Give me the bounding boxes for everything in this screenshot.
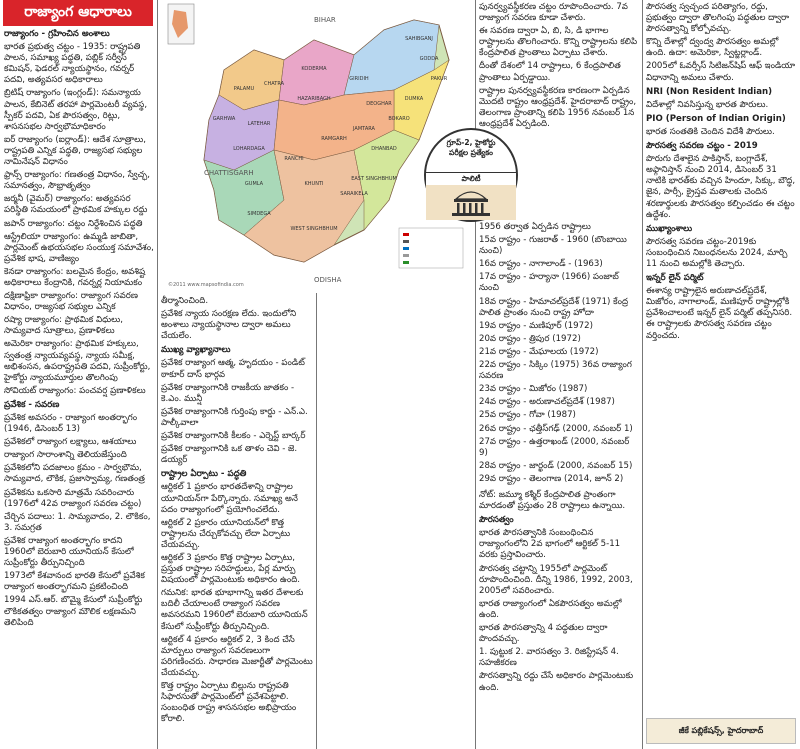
paragraph: జర్మనీ (వైమర్) రాజ్యాంగం: అత్యవసర పరిస్థితి సమయంలో ప్రాథమిక హక్కుల రద్దు bbox=[4, 194, 148, 216]
column-3 bbox=[479, 2, 639, 129]
district-label: CHATRA bbox=[263, 81, 285, 87]
paragraph: భారత రాజ్యాంగంలో ఏకపౌరసత్వం అమల్లో ఉంది. bbox=[479, 598, 622, 620]
state-formation-list bbox=[479, 222, 639, 488]
paragraph: 16వ రాష్ట్రం - నాగాలాండ్ - (1963) bbox=[479, 259, 603, 270]
section-heading: రాష్ట్రాల ఏర్పాటు - పద్ధతి bbox=[161, 469, 247, 480]
paragraph: ప్రవేశిక రాజ్యాంగానికి ఒక తాళం చెవి - జె. డయ్యర్ bbox=[161, 444, 298, 466]
paragraph: 25వ రాష్ట్రం - గోవా (1987) bbox=[479, 410, 576, 421]
district-label: HAZARIBAGH bbox=[297, 96, 331, 102]
paragraph: ప్రవేశిక న్యాయ సంరక్షణ లేదు. ఇందులోని అంశాలు న్యాయస్థానాల ద్వారా అమలు చేయలేం. bbox=[161, 309, 297, 342]
paragraph: 29వ రాష్ట్రం - తెలంగాణ (2014, జూన్ 2) bbox=[479, 473, 624, 484]
paragraph: ప్రవేశికను ఒకసారి మాత్రమే సవరించారు (1976లో 42వ రాజ్యాంగ సవరణ చట్టం) bbox=[4, 487, 142, 509]
section-heading: ఇన్నర్ లైన్ పర్మిట్ bbox=[646, 273, 704, 284]
paragraph: భారత సంతతికి చెందిన విదేశీ పౌరులు. bbox=[646, 126, 775, 137]
district-label: RANCHI bbox=[284, 156, 304, 162]
paragraph: 1. పుట్టుక 2. వారసత్వం 3. రిజిస్ట్రేషన్ 4. సహజీకరణ bbox=[479, 647, 619, 669]
section-heading: ముఖ్యాంశాలు bbox=[646, 223, 693, 234]
paragraph: బ్రిటిష్ రాజ్యాంగం (ఇంగ్లండ్): సమన్యాయ పాలన, కేబినెట్ తరహా పార్లమెంటరీ వ్యవస్థ, స్పీకర్ పదవి, ఏక పౌరసత్వం, రిట్లు, శాసనసభల సార్వభౌమాధికారం bbox=[4, 88, 148, 132]
district-label: GIRIDIH bbox=[349, 76, 369, 82]
district-label: GODDA bbox=[419, 56, 439, 62]
section-heading: పౌరసత్వ సవరణ చట్టం - 2019 bbox=[646, 141, 758, 152]
map-legend bbox=[399, 228, 463, 268]
paragraph: కొన్ని దేశాల్లో ద్వంద్వ పౌరసత్వం అమల్లో ఉంది. ఉదా: అమెరికా, స్విట్జర్లాండ్. bbox=[646, 37, 779, 59]
paragraph: 1994 ఎస్.ఆర్. బొమ్మై కేసులో సుప్రీంకోర్టు లౌకికతత్వం రాజ్యాంగ మౌలిక లక్షణమని తెలిపింది bbox=[4, 595, 143, 628]
paragraph: ఆర్టికల్ 4 ప్రకారం ఆర్టికల్ 2, 3 కింద చేసే మార్పులు రాజ్యాంగ సవరణలుగా పరిగణించరు. సాధారణ మెజార్టీతో పార్లమెంటు చేయవచ్చు. bbox=[161, 634, 313, 678]
paragraph: భారత ప్రభుత్వ చట్టం - 1935: రాష్ట్రపతి పాలన, సమాఖ్య పద్ధతి, పబ్లిక్ సర్వీస్ కమిషన్, ఫెడరల్ న్యాయస్థానం, గవర్నర్ పదవి, అత్యవసర అధికారాలు bbox=[4, 42, 141, 86]
paragraph: 17వ రాష్ట్రం - హర్యానా (1966) పంజాబ్ నుంచి bbox=[479, 272, 619, 294]
paragraph: చేర్చిన పదాలు: 1. సామ్యవాదం, 2. లౌకికం, 3. సమగ్రత bbox=[4, 511, 151, 533]
paragraph: ప్రవేశిక రాజ్యాంగానికి కీలకం - ఎర్నెస్ట్ బార్కర్ bbox=[161, 431, 306, 442]
district-label: JAMTARA bbox=[353, 126, 375, 132]
paragraph: ప్రవేశికలోని పదజాలం క్రమం - సార్వభౌమ, సామ్యవాద, లౌకిక, ప్రజాస్వామ్య, గణతంత్ర bbox=[4, 463, 145, 485]
paragraph: అమెరికా రాజ్యాంగం: ప్రాథమిక హక్కులు, స్వతంత్ర న్యాయవ్యవస్థ, న్యాయ సమీక్ష, అభిశంసన, ఉపరాష్ట్రపతి పదవి, సుప్రీంకోర్టు, హైకోర్టు న్యాయమూర్తుల తొలగింపు bbox=[4, 339, 151, 383]
district-label: PAKUR bbox=[430, 76, 448, 82]
district-label: DHANBAD bbox=[371, 146, 397, 152]
district-label: RAMGARH bbox=[321, 136, 347, 142]
column-rule bbox=[475, 0, 476, 749]
map-credit: ©2011 www.mapsofindia.com bbox=[168, 282, 244, 288]
district-label: DEOGHAR bbox=[366, 101, 392, 107]
paragraph: ప్రవేశిక రాజ్యాంగానికి రాజకీయ జాతకం - కె.ఎం. మున్షీ bbox=[161, 382, 295, 404]
column-rule bbox=[316, 293, 317, 749]
section-heading: ముఖ్య వ్యాఖ్యానాలు bbox=[161, 345, 231, 356]
district-label: KODERMA bbox=[301, 66, 327, 72]
badge-line-2: పరీక్షల ప్రత్యేకం bbox=[449, 148, 493, 157]
paragraph: కొత్త రాష్ట్రం ఏర్పాటు బిల్లును రాష్ట్రపతి సిఫారసుతో పార్లమెంట్‌లో ప్రవేశపెట్టాలి. సంబంధిత రాష్ట్ర శాసనసభల అభిప్రాయం కోరాలి. bbox=[161, 681, 297, 725]
paragraph: ఆస్ట్రేలియా రాజ్యాంగం: ఉమ్మడి జాబితా, పార్లమెంట్ ఉభయసభల సంయుక్త సమావేశం, ప్రవేశిక భాష, వాణిజ్యం bbox=[4, 231, 154, 264]
paragraph: భారత పౌరసత్వానికి సంబంధించిన రాజ్యాంగంలోని 2వ భాగంలో ఆర్టికల్ 5-11 వరకు ప్రస్తావించారు. bbox=[479, 528, 621, 561]
district-label: DUMKA bbox=[404, 96, 424, 102]
paragraph: 26వ రాష్ట్రం - ఛత్తీస్‌గఢ్ (2000, నవంబర్ 1) bbox=[479, 423, 633, 434]
paragraph: పునర్వ్యవస్థీకరణ చట్టం రూపొందించారు. 7వ రాజ్యాంగ సవరణ కూడా చేశారు. bbox=[479, 2, 628, 24]
paragraph: 24వ రాష్ట్రం - అరుణాచల్‌ప్రదేశ్ (1987) bbox=[479, 397, 615, 408]
paragraph: 1956 తర్వాత ఏర్పడిన రాష్ట్రాలు bbox=[479, 222, 591, 232]
column-1 bbox=[4, 29, 154, 745]
column-2 bbox=[161, 296, 313, 746]
paragraph: 18వ రాష్ట్రం - హిమాచల్‌ప్రదేశ్ (1971) కేంద్ర పాలిత ప్రాంతం నుంచి రాష్ట్ర హోదా bbox=[479, 296, 629, 318]
paragraph: జపాన్ రాజ్యాంగం: చట్టం నిర్దేశించిన పద్ధతి bbox=[4, 218, 143, 229]
district-label: BOKARO bbox=[388, 116, 410, 122]
paragraph: 23వ రాష్ట్రం - మిజోరం (1987) bbox=[479, 384, 588, 395]
paragraph: ప్రవేశిక అవసరం - రాజ్యాంగ అంతర్భాగం (1946, డిసెంబర్ 13) bbox=[4, 413, 138, 435]
paragraph: ఆర్టికల్ 3 ప్రకారం కొత్త రాష్ట్రాల ఏర్పాటు, ప్రస్తుత రాష్ట్రాల సరిహద్దులు, పేర్ల మార్పు విషయంలో పార్లమెంటుకు అధికారం ఉంది. bbox=[161, 552, 301, 586]
paragraph: ప్రవేశికలో రాజ్యాంగ లక్ష్యాలు, ఆశయాలు bbox=[4, 437, 137, 448]
column-rule bbox=[157, 0, 158, 749]
paragraph: కెనడా రాజ్యాంగం: బలమైన కేంద్రం, అవశిష్ట అధికారాలు కేంద్రానికి, గవర్నర్ల నియామకం bbox=[4, 266, 146, 288]
paragraph: రాజ్యాంగ సారాంశాన్ని తెలియజేస్తుంది bbox=[4, 450, 127, 461]
paragraph: ఈశాన్య రాష్ట్రాలైన అరుణాచల్‌ప్రదేశ్, మిజోరం, నాగాలాండ్, మణిపూర్ రాష్ట్రాల్లోకి ప్రవేశించాలంటే ఇన్నర్ లైన్ పర్మిట్ తప్పనిసరి. ఈ రాష్ట్రాలకు పౌరసత్వ సవరణ చట్టం వర్తించదు. bbox=[646, 286, 793, 341]
district-label: WEST SINGHBHUM bbox=[290, 226, 338, 232]
column-4 bbox=[646, 2, 796, 714]
paragraph: పొరుగు దేశాలైన పాకిస్తాన్, బంగ్లాదేశ్, అఫ్గానిస్తాన్ నుంచి 2014, డిసెంబర్ 31 నాటికి భారత్‌కు వచ్చిన హిందూ, సిక్కు, బౌద్ధ, జైన, పార్సీ, క్రైస్తవ మతాలకు చెందిన శరణార్థులకు పౌరసత్వం కల్పించడం ఈ చట్టం ఉద్దేశం. bbox=[646, 154, 796, 220]
paragraph: ఆర్టికల్ 1 ప్రకారం భారతదేశాన్ని రాష్ట్రాల యూనియన్‌గా పేర్కొన్నారు. సమాఖ్య అనే పదం రాజ్యాంగంలో ప్రయోగించలేదు. bbox=[161, 482, 298, 515]
map-label-north: BIHAR bbox=[314, 16, 336, 24]
district-label: PALAMU bbox=[233, 86, 255, 92]
district-label: GUMLA bbox=[244, 181, 264, 187]
paragraph: 27వ రాష్ట్రం - ఉత్తరాఖండ్ (2000, నవంబర్ 9) bbox=[479, 436, 630, 458]
paragraph: ప్రవేశిక రాజ్యాంగానికి గుర్తింపు కార్డు - ఎన్.ఎ. పాల్కీవాలా bbox=[161, 406, 308, 428]
paragraph: విదేశాల్లో నివసిస్తున్న భారత పౌరులు. bbox=[646, 99, 769, 110]
paragraph: గమనిక: భారత భూభాగాన్ని ఇతర దేశాలకు బదిలీ చేయాలంటే రాజ్యాంగ సవరణ అవసరమని 1960లో బెరుబారి యూనియన్ కేసులో సుప్రీంకోర్టు తీర్పునిచ్చింది. bbox=[161, 588, 308, 632]
paragraph: రాష్ట్రాల పునర్వ్యవస్థీకరణ కారణంగా ఏర్పడిన మొదటి రాష్ట్రం ఆంధ్రప్రదేశ్. హైదరాబాద్ రాష్ట్రం, తెలంగాణ ప్రాంతాన్ని కలిపి 1956 నవంబర్ 1న ఆంధ్రప్రదేశ్ ఏర్పడింది. bbox=[479, 85, 637, 129]
paragraph: 1973లో కేశవానంద భారతి కేసులో ప్రవేశిక రాజ్యాంగ అంతర్భాగమని ప్రకటించింది bbox=[4, 571, 145, 593]
section-heading: NRI (Non Resident Indian) bbox=[646, 86, 773, 97]
paragraph: దక్షిణాఫ్రికా రాజ్యాంగం: రాజ్యాంగ సవరణ విధానం, రాజ్యసభ సభ్యుల ఎన్నిక bbox=[4, 291, 138, 313]
column-rule bbox=[642, 0, 643, 749]
topic-badge bbox=[424, 128, 518, 222]
badge-line-1: గ్రూప్-2, హైకోర్టు bbox=[446, 138, 496, 147]
paragraph: 15వ రాష్ట్రం - గుజరాత్ - 1960 (బొంబాయి నుంచి) bbox=[479, 235, 627, 257]
section-heading: PIO (Person of Indian Origin) bbox=[646, 113, 786, 124]
paragraph: పౌరసత్వాన్ని రద్దు చేసే అధికారం పార్లమెంటుకు ఉంది. bbox=[479, 671, 634, 693]
column-3-lower bbox=[479, 490, 639, 746]
publisher-credit: జీకే పబ్లికేషన్స్, హైదరాబాద్ bbox=[646, 718, 796, 744]
paragraph: 28వ రాష్ట్రం - జార్ఖండ్ (2000, నవంబర్ 15) bbox=[479, 460, 633, 471]
section-heading: ప్రవేశిక - సవరణ bbox=[4, 399, 60, 410]
paragraph: ప్రవేశిక రాజ్యాంగ అంతర్భాగం కాదని 1960లో బెరుబారి యూనియన్ కేసులో సుప్రీంకోర్టు తీర్పునిచ్చింది bbox=[4, 535, 134, 569]
map-label-south: ODISHA bbox=[314, 276, 342, 284]
paragraph: ఆర్టికల్ 2 ప్రకారం యూనియన్‌లో కొత్త రాష్ట్రాలను చేర్చుకోవచ్చు లేదా ఏర్పాటు చేయవచ్చు. bbox=[161, 517, 291, 550]
paragraph: సోవియట్ రాజ్యాంగం: పంచవర్ష ప్రణాళికలు bbox=[4, 385, 146, 396]
paragraph: 2005లో ఓవర్సీస్ సిటిజన్‌షిప్ ఆఫ్ ఇండియా విధానాన్ని అమలు చేశారు. bbox=[646, 61, 796, 83]
district-label: SAHIBGANJ bbox=[405, 36, 433, 42]
district-label: SARAIKELA bbox=[340, 191, 368, 197]
parliament-icon bbox=[426, 185, 516, 220]
paragraph: రష్యా రాజ్యాంగం: ప్రాథమిక విధులు, సామ్యవాద సూత్రాలు, ప్రణాళికలు bbox=[4, 315, 123, 337]
paragraph: తీర్మానించింది. bbox=[161, 296, 209, 306]
paragraph: నోట్: జమ్మూ కశ్మీర్ కేంద్రపాలిత ప్రాంతంగా మారడంతో ప్రస్తుతం 28 రాష్ట్రాలు ఉన్నాయి. bbox=[479, 490, 626, 512]
section-heading: పౌరసత్వం bbox=[479, 515, 514, 526]
district-label: LOHARDAGA bbox=[233, 146, 265, 152]
paragraph: భారత పౌరసత్వాన్ని 4 పద్ధతుల ద్వారా పొందవచ్చు. bbox=[479, 623, 608, 645]
paragraph: పౌరసత్వ స్వచ్ఛంద పరిత్యాగం, రద్దు, ప్రభుత్వం ద్వారా తొలగింపు పద్ధతుల ద్వారా పౌరసత్వాన్ని కోల్పోవచ్చు. bbox=[646, 2, 790, 35]
district-label: GARHWA bbox=[212, 116, 236, 122]
section-banner: రాజ్యాంగ ఆధారాలు bbox=[3, 0, 153, 26]
paragraph: దీంతో దేశంలో 14 రాష్ట్రాలు, 6 కేంద్రపాలిత ప్రాంతాలు ఏర్పడ్డాయి. bbox=[479, 61, 621, 83]
district-label: SIMDEGA bbox=[247, 211, 271, 217]
map-label-west: CHATTISGARH bbox=[204, 169, 254, 177]
paragraph: ఫ్రాన్స్ రాజ్యాంగం: గణతంత్ర విధానం, స్వేచ్ఛ, సమానత్వం, సౌభ్రాతృత్వం bbox=[4, 170, 150, 192]
section-heading: రాజ్యాంగం - గ్రహించిన అంశాలు bbox=[4, 29, 110, 39]
paragraph: ఈ సవరణ ద్వారా ఏ, బి, సి, డి భాగాల రాష్ట్రాలను తొలగించారు. కొన్ని రాష్ట్రాలను కలిపి కేంద్రపాలిత ప్రాంతాలు ఏర్పాటు చేశారు. bbox=[479, 26, 638, 59]
paragraph: 19వ రాష్ట్రం - మణిపూర్ (1972) bbox=[479, 320, 593, 331]
badge-line-3: పాలిటీ bbox=[426, 172, 516, 186]
district-label: KHUNTI bbox=[304, 181, 324, 187]
paragraph: ప్రవేశిక రాజ్యాంగ ఆత్మ, హృదయం - పండిట్ ఠాకూర్ దాస్ భార్గవ bbox=[161, 358, 305, 380]
district-label: EAST SINGHBHUM bbox=[351, 176, 397, 182]
paragraph: 20వ రాష్ట్రం - త్రిపుర (1972) bbox=[479, 333, 581, 344]
paragraph: 22వ రాష్ట్రం - సిక్కిం (1975) 36వ రాజ్యాంగ సవరణ bbox=[479, 360, 632, 382]
paragraph: ఐర్ రాజ్యాంగం (ఐర్లాండ్): ఆదేశ సూత్రాలు, రాష్ట్రపతి ఎన్నిక పద్ధతి, రాజ్యసభ సభ్యుల నామినేషన్ విధానం bbox=[4, 134, 146, 168]
paragraph: 21వ రాష్ట్రం - మేఘాలయ (1972) bbox=[479, 346, 599, 357]
paragraph: పౌరసత్వ చట్టాన్ని 1955లో పార్లమెంట్ రూపొందించింది. దీన్ని 1986, 1992, 2003, 2005లో సవరించారు. bbox=[479, 563, 633, 596]
paragraph: పౌరసత్వ సవరణ చట్టం-2019కు సంబంధించిన నిబంధనలను 2024, మార్చి 11 నుంచి అమల్లోకి తెచ్చారు. bbox=[646, 236, 788, 269]
district-label: LATEHAR bbox=[247, 121, 271, 127]
